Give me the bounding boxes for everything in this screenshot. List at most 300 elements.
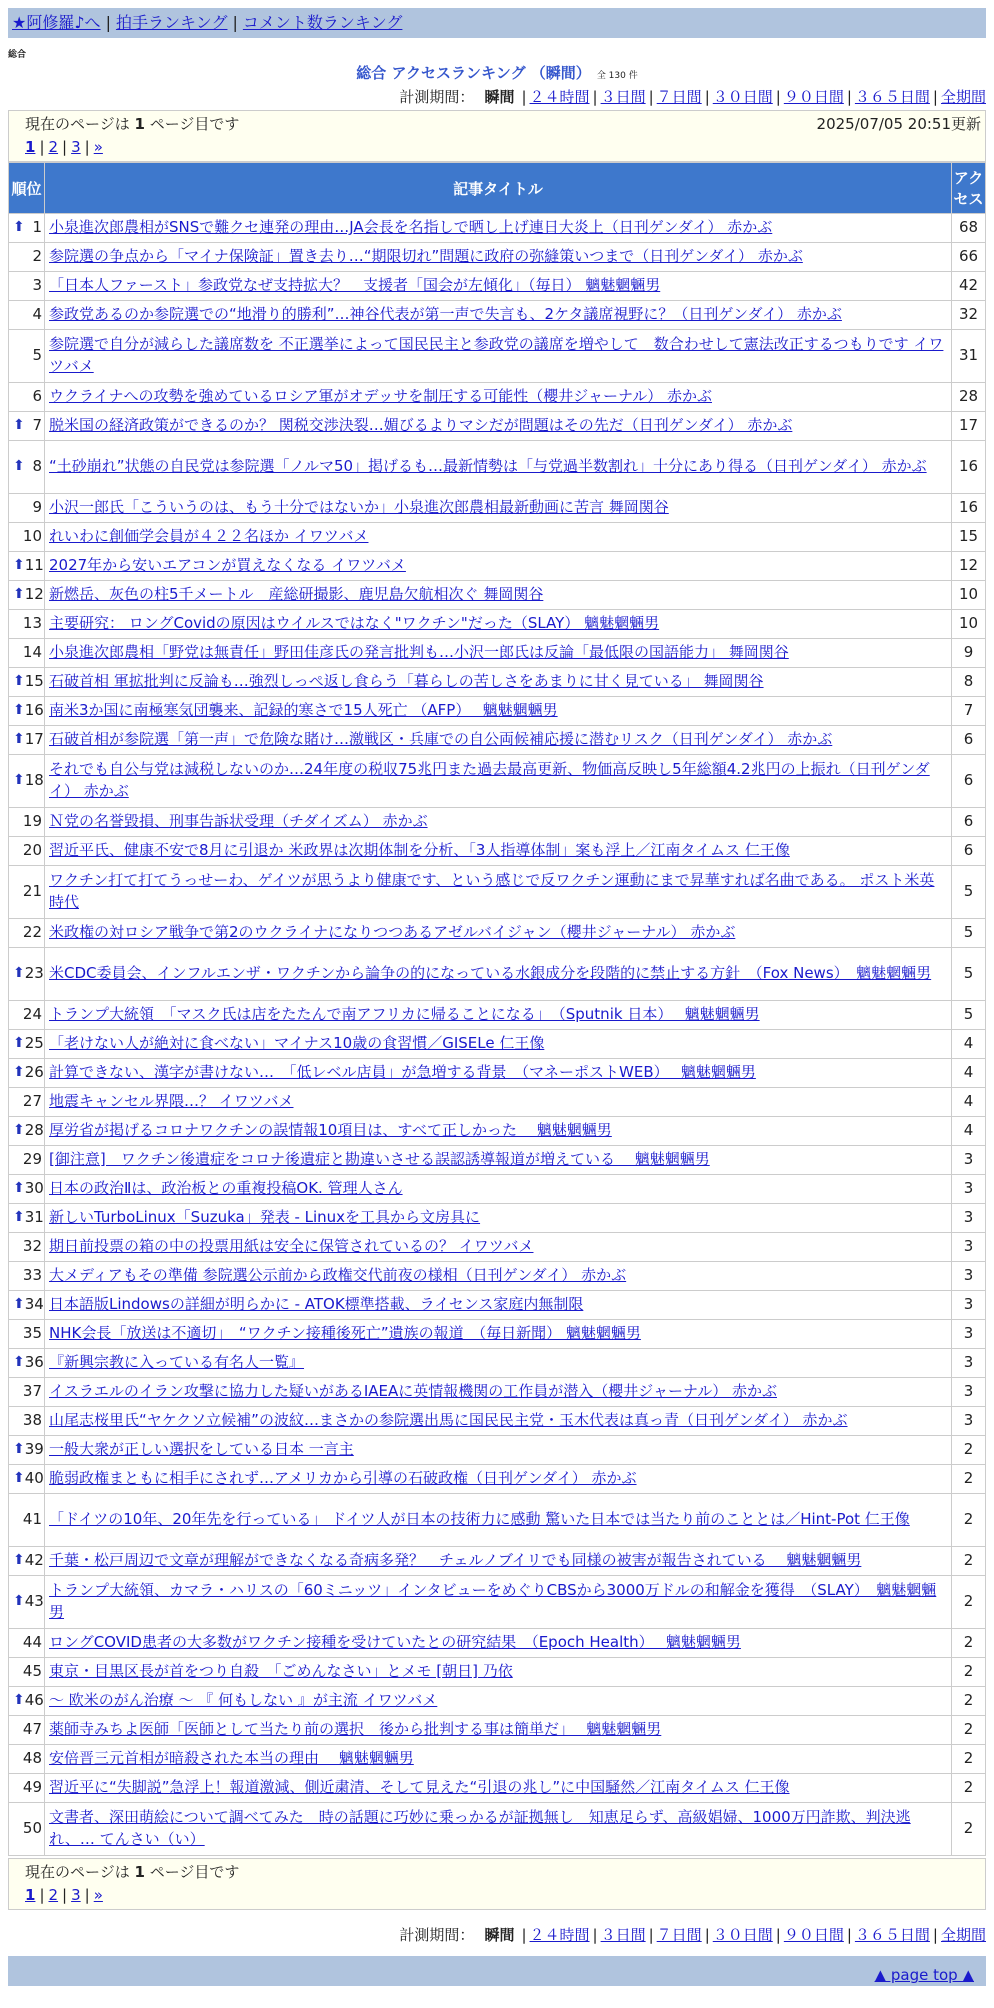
article-link[interactable]: 日本の政治Ⅱは、政治板との重複投稿OK. 管理人さん xyxy=(49,1179,403,1198)
article-link[interactable]: ウクライナへの攻勢を強めているロシア軍がオデッサを制圧する可能性（櫻井ジャーナル） 赤かぶ xyxy=(49,387,712,406)
rank-number: 32 xyxy=(22,1237,42,1256)
rank-cell xyxy=(9,441,45,494)
rank-number: 12 xyxy=(24,585,44,604)
up-arrow-icon: ⬆ xyxy=(13,702,25,719)
rank-cell xyxy=(9,1320,45,1349)
period-separator: | xyxy=(648,1926,654,1944)
table-row xyxy=(9,383,986,412)
article-link[interactable]: Ｎ党の名誉毀損、刑事告訴状受理（チダイズム） 赤かぶ xyxy=(49,812,428,831)
rank-cell xyxy=(9,412,45,441)
access-count: 2 xyxy=(952,1687,986,1716)
period-link[interactable]: ３６５日間 xyxy=(854,1926,930,1944)
table-row xyxy=(9,581,986,610)
access-count: 2 xyxy=(952,1547,986,1576)
access-count: 4 xyxy=(952,1088,986,1117)
table-row xyxy=(9,1001,986,1030)
title-cell xyxy=(45,1204,952,1233)
rank-number: 20 xyxy=(22,841,42,860)
total-count: 全 130 件 xyxy=(596,71,638,81)
access-count: 16 xyxy=(952,494,986,523)
article-link[interactable]: 地震キャンセル界隈…？ イワツバメ xyxy=(49,1092,294,1111)
title-cell xyxy=(45,1320,952,1349)
table-row xyxy=(9,1030,986,1059)
title-cell xyxy=(45,1745,952,1774)
page-link[interactable]: 1 xyxy=(25,138,36,156)
title-cell xyxy=(45,301,952,330)
access-count: 2 xyxy=(952,1745,986,1774)
article-link[interactable]: れいわに創価学会員が４２２名ほか イワツバメ xyxy=(49,527,369,546)
rank-cell xyxy=(9,1204,45,1233)
page-link[interactable]: 3 xyxy=(71,1886,81,1904)
table-row xyxy=(9,1465,986,1494)
article-link[interactable]: 2027年から安いエアコンが買えなくなる イワツバメ xyxy=(49,556,406,575)
period-link[interactable]: 全期間 xyxy=(940,1926,986,1944)
rank-number: 1 xyxy=(32,218,42,237)
article-link[interactable]: 〜 欧米のがん治療 〜 『 何もしない 』が主流 イワツバメ xyxy=(49,1691,438,1710)
access-count: 3 xyxy=(952,1146,986,1175)
rank-cell xyxy=(9,1407,45,1436)
access-count: 2 xyxy=(952,1436,986,1465)
page-text-after: ページ目です xyxy=(144,1863,240,1881)
rank-cell xyxy=(9,1262,45,1291)
article-link[interactable]: トランプ大統領、カマラ・ハリスの「60ミニッツ」インタビューをめぐりCBSから3000万ドルの和解金を獲得 （SLAY） 魑魅魍魎男 xyxy=(49,1581,937,1621)
rank-cell xyxy=(9,1291,45,1320)
access-count: 2 xyxy=(952,1658,986,1687)
rank-number: 19 xyxy=(22,812,42,831)
access-count: 31 xyxy=(952,330,986,383)
rank-number: 27 xyxy=(22,1092,42,1111)
table-row xyxy=(9,755,986,808)
current-page-text xyxy=(25,1861,969,1882)
access-count: 28 xyxy=(952,383,986,412)
article-link[interactable]: 参院選で自分が減らした議席数を 不正選挙によって国民民主と参政党の議席を増やして 数合わせして憲法改正するつもりです イワツバメ xyxy=(49,335,944,375)
bottom-bar xyxy=(8,1956,986,1986)
title-cell xyxy=(45,1576,952,1629)
rank-cell xyxy=(9,1349,45,1378)
rank-number: 48 xyxy=(22,1749,42,1768)
title-cell xyxy=(45,1494,952,1547)
table-row xyxy=(9,1349,986,1378)
up-arrow-icon: ⬆ xyxy=(13,1035,25,1052)
period-selector-top xyxy=(399,86,986,107)
rank-cell xyxy=(9,330,45,383)
access-count: 2 xyxy=(952,1465,986,1494)
rank-number: 47 xyxy=(22,1720,42,1739)
title-cell xyxy=(45,1088,952,1117)
article-link[interactable]: イスラエルのイラン攻撃に協力した疑いがあるIAEAに英情報機関の工作員が潜入（櫻井ジャーナル） 赤かぶ xyxy=(49,1382,777,1401)
table-row xyxy=(9,1146,986,1175)
title-cell xyxy=(45,1687,952,1716)
article-link[interactable]: 薬師寺みちよ医師「医師として当たり前の選択 後から批判する事は簡単だ」 魑魅魍魎男 xyxy=(49,1720,662,1739)
next-page-link[interactable]: » xyxy=(93,138,103,156)
title-cell xyxy=(45,1658,952,1687)
table-row xyxy=(9,837,986,866)
access-count: 3 xyxy=(952,1320,986,1349)
pagination-separator: | xyxy=(62,138,68,156)
table-row xyxy=(9,668,986,697)
table-row xyxy=(9,1117,986,1146)
access-count: 42 xyxy=(952,272,986,301)
article-link[interactable]: 千葉・松戸周辺で文章が理解ができなくなる奇病多発？ チェルノブイリでも同様の被害が報告されている 魑魅魍魎男 xyxy=(49,1551,862,1570)
article-link[interactable]: 習近平に“失脚説”急浮上！報道激減、側近粛清、そして見えた“引退の兆し”に中国騒然／江南タイムス 仁王像 xyxy=(49,1778,790,1797)
title-cell xyxy=(45,412,952,441)
period-link[interactable]: ３日間 xyxy=(600,1926,646,1944)
rank-number: 35 xyxy=(22,1324,42,1343)
article-link[interactable]: それでも自公与党は減税しないのか…24年度の税収75兆円また過去最高更新、物価高反映し5年総額4.2兆円の上振れ（日刊ゲンダイ） 赤かぶ xyxy=(49,760,930,800)
period-link[interactable]: ３日間 xyxy=(600,88,646,106)
ranking-title: 総合 アクセスランキング （瞬間） xyxy=(356,64,591,82)
rank-number: 18 xyxy=(24,771,44,790)
table-row xyxy=(9,1291,986,1320)
page-link[interactable]: 2 xyxy=(48,1886,59,1904)
rank-number: 9 xyxy=(32,498,42,517)
rank-cell xyxy=(9,1687,45,1716)
table-row xyxy=(9,726,986,755)
period-separator: | xyxy=(704,88,710,106)
title-cell xyxy=(45,1291,952,1320)
table-row xyxy=(9,214,986,243)
period-label: 計測期間： xyxy=(399,88,475,106)
rank-cell xyxy=(9,1576,45,1629)
rank-cell xyxy=(9,494,45,523)
rank-number: 21 xyxy=(22,882,42,901)
table-row xyxy=(9,272,986,301)
title-cell xyxy=(45,948,952,1001)
rank-number: 29 xyxy=(22,1150,42,1169)
period-link[interactable]: ３０日間 xyxy=(712,88,773,106)
up-arrow-icon: ⬆ xyxy=(13,458,25,475)
rank-cell xyxy=(9,668,45,697)
up-arrow-icon: ⬆ xyxy=(13,1296,25,1313)
table-row xyxy=(9,1774,986,1803)
access-count: 3 xyxy=(952,1233,986,1262)
top-nav-bar xyxy=(8,8,986,38)
title-cell xyxy=(45,1175,952,1204)
title-cell xyxy=(45,243,952,272)
rank-cell xyxy=(9,1146,45,1175)
article-link[interactable]: 『新興宗教に入っている有名人一覧』 xyxy=(49,1353,305,1372)
title-cell xyxy=(45,808,952,837)
table-row xyxy=(9,1320,986,1349)
rank-number: 39 xyxy=(24,1440,44,1459)
article-link[interactable]: 主要研究： ロングCovidの原因はウイルスではなく"ワクチン"だった（SLAY） 魑魅魍魎男 xyxy=(49,614,660,633)
period-link[interactable]: ２４時間 xyxy=(529,88,590,106)
col-rank-header: 順位 xyxy=(9,163,45,214)
nav-comment-ranking-link[interactable]: コメント数ランキング xyxy=(242,13,403,32)
rank-number: 37 xyxy=(22,1382,42,1401)
rank-number: 40 xyxy=(24,1469,44,1488)
access-count: 2 xyxy=(952,1774,986,1803)
table-row xyxy=(9,412,986,441)
access-count: 12 xyxy=(952,552,986,581)
title-cell xyxy=(45,1436,952,1465)
period-link[interactable]: ７日間 xyxy=(656,88,702,106)
article-link[interactable]: [御注意] ワクチン後遺症をコロナ後遺症と勘違いさせる誤認誘導報道が増えている 魑魅魍魎男 xyxy=(49,1150,710,1169)
article-link[interactable]: 東京・目黒区長が首をつり自殺 「ごめんなさい」とメモ [朝日] 乃依 xyxy=(49,1662,513,1681)
rank-cell xyxy=(9,1774,45,1803)
rank-cell xyxy=(9,552,45,581)
rank-cell xyxy=(9,639,45,668)
article-link[interactable]: NHK会長「放送は不適切」 “ワクチン接種後死亡”遺族の報道 （毎日新聞） 魑魅魍魎男 xyxy=(49,1324,641,1343)
rank-number: 30 xyxy=(24,1179,44,1198)
current-page-number: 1 xyxy=(134,1863,145,1881)
article-link[interactable]: ワクチン打て打てうっせーわ、ゲイツが思うより健康です、という感じで反ワクチン運動にまで昇華すれば名曲である。 ポスト米英時代 xyxy=(49,871,935,911)
article-link[interactable]: 安倍晋三元首相が暗殺された本当の理由 魑魅魍魎男 xyxy=(49,1749,414,1768)
table-row xyxy=(9,1262,986,1291)
rank-number: 14 xyxy=(22,643,42,662)
rank-number: 10 xyxy=(22,527,42,546)
rank-cell xyxy=(9,697,45,726)
period-current: 瞬間 xyxy=(484,88,515,106)
col-access-header: アクセス xyxy=(952,163,986,214)
article-link[interactable]: 厚労省が掲げるコロナワクチンの誤情報10項目は、すべて正しかった 魑魅魍魎男 xyxy=(49,1121,612,1140)
page-link[interactable]: 1 xyxy=(25,1886,36,1904)
article-link[interactable]: 習近平氏、健康不安で8月に引退か 米政界は次期体制を分析、「3人指導体制」案も浮上／江南タイムス 仁王像 xyxy=(49,841,790,860)
period-link[interactable]: ３０日間 xyxy=(712,1926,773,1944)
title-cell xyxy=(45,1407,952,1436)
rank-cell xyxy=(9,1001,45,1030)
article-link[interactable]: 脱米国の経済政策ができるのか？ 関税交渉決裂…媚びるよりマシだが問題はその先だ（日刊ゲンダイ） 赤かぶ xyxy=(49,416,793,435)
rank-number: 45 xyxy=(22,1662,42,1681)
access-count: 6 xyxy=(952,755,986,808)
up-arrow-icon: ⬆ xyxy=(13,731,25,748)
rank-cell xyxy=(9,1745,45,1774)
nav-clap-ranking-link[interactable]: 拍手ランキング xyxy=(115,13,228,32)
title-cell xyxy=(45,552,952,581)
access-count: 5 xyxy=(952,1001,986,1030)
access-count: 6 xyxy=(952,837,986,866)
table-row xyxy=(9,1088,986,1117)
access-count: 17 xyxy=(952,412,986,441)
page-title xyxy=(0,62,994,83)
access-count: 3 xyxy=(952,1349,986,1378)
access-count: 6 xyxy=(952,726,986,755)
rank-cell xyxy=(9,726,45,755)
pagination-separator: | xyxy=(84,138,90,156)
nav-home-link[interactable]: ★阿修羅♪へ xyxy=(12,13,101,32)
table-row xyxy=(9,610,986,639)
period-separator: | xyxy=(648,88,654,106)
last-updated: 2025/07/05 20:51更新 xyxy=(816,115,981,133)
article-link[interactable]: 参院選の争点から「マイナ保険証」置き去り…“期限切れ”問題に政府の弥縫策いつまで（日刊ゲンダイ） 赤かぶ xyxy=(49,247,803,266)
rank-number: 42 xyxy=(24,1551,44,1570)
next-page-link[interactable]: » xyxy=(93,1886,103,1904)
title-cell xyxy=(45,1001,952,1030)
title-cell xyxy=(45,1146,952,1175)
page-info-bottom xyxy=(8,1858,986,1910)
rank-number: 36 xyxy=(24,1353,44,1372)
table-row xyxy=(9,1175,986,1204)
period-separator: | xyxy=(846,88,852,106)
up-arrow-icon: ⬆ xyxy=(13,965,25,982)
rank-number: 23 xyxy=(24,964,44,983)
title-cell xyxy=(45,1803,952,1856)
rank-cell xyxy=(9,1030,45,1059)
rank-number: 31 xyxy=(24,1208,44,1227)
article-link[interactable]: 文書者、深田萌絵について調べてみた 時の話題に巧妙に乗っかるが証拠無し 知恵足らず、高級娼婦、1000万円詐欺、判決逃れ、… てんさい（い） xyxy=(49,1808,911,1848)
access-count: 7 xyxy=(952,697,986,726)
rank-cell xyxy=(9,272,45,301)
rank-cell xyxy=(9,1465,45,1494)
access-count: 5 xyxy=(952,919,986,948)
period-selector-bottom xyxy=(399,1924,986,1945)
article-link[interactable]: トランプ大統領 「マスク氏は店をたたんで南アフリカに帰ることになる」 （Sputnik 日本） 魑魅魍魎男 xyxy=(49,1005,760,1024)
period-link[interactable]: ３６５日間 xyxy=(854,88,930,106)
up-arrow-icon: ⬆ xyxy=(13,1441,25,1458)
article-link[interactable]: “土砂崩れ”状態の自民党は参院選「ノルマ50」掲げるも…最新情勢は「与党過半数割れ」十分にあり得る（日刊ゲンダイ） 赤かぶ xyxy=(49,457,927,476)
rank-number: 26 xyxy=(24,1063,44,1082)
article-link[interactable]: 「老けない人が絶対に食べない」マイナス10歳の食習慣／GISELe 仁王像 xyxy=(49,1034,545,1053)
period-separator: | xyxy=(932,1926,938,1944)
access-count: 4 xyxy=(952,1030,986,1059)
rank-cell xyxy=(9,919,45,948)
rank-number: 24 xyxy=(22,1005,42,1024)
access-count: 4 xyxy=(952,1059,986,1088)
rank-cell xyxy=(9,948,45,1001)
table-row xyxy=(9,494,986,523)
article-link[interactable]: 小沢一郎氏「こういうのは、もう十分ではないか」小泉進次郎農相最新動画に苦言 舞岡関谷 xyxy=(49,498,669,517)
page-info-top xyxy=(8,110,986,162)
access-count: 15 xyxy=(952,523,986,552)
article-link[interactable]: 米政権の対ロシア戦争で第2のウクライナになりつつあるアゼルバイジャン（櫻井ジャーナル） 赤かぶ xyxy=(49,923,736,942)
rank-number: 13 xyxy=(22,614,42,633)
current-page-number: 1 xyxy=(134,115,145,133)
period-link[interactable]: ７日間 xyxy=(656,1926,702,1944)
page-link[interactable]: 3 xyxy=(71,138,81,156)
article-link[interactable]: 日本語版Lindowsの詳細が明らかに - ATOK標準搭載、ライセンス家庭内無制限 xyxy=(49,1295,584,1314)
period-link[interactable]: ９０日間 xyxy=(783,1926,844,1944)
article-link[interactable]: 小泉進次郎農相「野党は無責任」野田佳彦氏の発言批判も…小沢一郎氏は反論「最低限の国語能力」 舞岡関谷 xyxy=(49,643,789,662)
article-link[interactable]: 米CDC委員会、インフルエンザ・ワクチンから論争の的になっている水銀成分を段階的に禁止する方針 （Fox News） 魑魅魍魎男 xyxy=(49,964,932,983)
rank-cell xyxy=(9,1059,45,1088)
rank-cell xyxy=(9,581,45,610)
period-link[interactable]: 全期間 xyxy=(940,88,986,106)
rank-number: 8 xyxy=(32,457,42,476)
table-row xyxy=(9,639,986,668)
article-link[interactable]: 「ドイツの10年、20年先を行っている」 ドイツ人が日本の技術力に感動 驚いた日本では当たり前のこととは／Hint-Pot 仁王像 xyxy=(49,1510,910,1529)
table-row xyxy=(9,1716,986,1745)
pagination xyxy=(25,1886,969,1904)
title-cell xyxy=(45,1030,952,1059)
table-row xyxy=(9,552,986,581)
up-arrow-icon: ⬆ xyxy=(13,417,25,434)
category-label: 総合 xyxy=(8,50,27,60)
access-count: 10 xyxy=(952,581,986,610)
table-row xyxy=(9,1378,986,1407)
article-link[interactable]: 「日本人ファースト」参政党なぜ支持拡大？ 支援者「国会が左傾化」（毎日） 魑魅魍魎男 xyxy=(49,276,661,295)
period-link[interactable]: ９０日間 xyxy=(783,88,844,106)
rank-cell xyxy=(9,301,45,330)
rank-cell xyxy=(9,808,45,837)
rank-number: 4 xyxy=(32,305,42,324)
up-arrow-icon: ⬆ xyxy=(13,1180,25,1197)
rank-cell xyxy=(9,1378,45,1407)
title-cell xyxy=(45,639,952,668)
period-current: 瞬間 xyxy=(484,1926,515,1944)
article-link[interactable]: 参政党あるのか参院選での“地滑り的勝利”…神谷代表が第一声で失言も、2ケタ議席視野に？（日刊ゲンダイ） 赤かぶ xyxy=(49,305,842,324)
title-cell xyxy=(45,581,952,610)
access-count: 2 xyxy=(952,1629,986,1658)
rank-cell xyxy=(9,1436,45,1465)
rank-cell xyxy=(9,1803,45,1856)
article-link[interactable]: 南米3か国に南極寒気団襲来、記録的寒さで15人死亡 （AFP） 魑魅魍魎男 xyxy=(49,701,558,720)
period-link[interactable]: ２４時間 xyxy=(529,1926,590,1944)
title-cell xyxy=(45,1465,952,1494)
title-cell xyxy=(45,919,952,948)
article-link[interactable]: 山尾志桜里氏“ヤケクソ立候補”の波紋…まさかの参院選出馬に国民民主党・玉木代表は真っ青（日刊ゲンダイ） 赤かぶ xyxy=(49,1411,848,1430)
table-row xyxy=(9,1745,986,1774)
up-arrow-icon: ⬆ xyxy=(13,219,25,236)
page-text-before: 現在のページは xyxy=(25,1863,135,1881)
article-link[interactable]: ロングCOVID患者の大多数がワクチン接種を受けていたとの研究結果 （Epoch Health） 魑魅魍魎男 xyxy=(49,1633,741,1652)
title-cell xyxy=(45,1716,952,1745)
period-separator: | xyxy=(775,1926,781,1944)
up-arrow-icon: ⬆ xyxy=(13,557,25,574)
access-count: 6 xyxy=(952,808,986,837)
access-count: 32 xyxy=(952,301,986,330)
table-row xyxy=(9,697,986,726)
pagination-separator: | xyxy=(62,1886,68,1904)
article-link[interactable]: 一般大衆が正しい選択をしている日本 一言主 xyxy=(49,1440,354,1459)
up-arrow-icon: ⬆ xyxy=(13,772,25,789)
rank-number: 25 xyxy=(24,1034,44,1053)
access-count: 5 xyxy=(952,866,986,919)
rank-number: 17 xyxy=(24,730,44,749)
table-row xyxy=(9,1407,986,1436)
article-link[interactable]: 脆弱政権まともに相手にされず…アメリカから引導の石破政権（日刊ゲンダイ） 赤かぶ xyxy=(49,1469,637,1488)
article-link[interactable]: 計算できない、漢字が書けない… 「低レベル店員」が急増する背景 （マネーポストWEB） 魑魅魍魎男 xyxy=(49,1063,756,1082)
table-row xyxy=(9,1658,986,1687)
article-link[interactable]: 大メディアもその準備 参院選公示前から政権交代前夜の様相（日刊ゲンダイ） 赤かぶ xyxy=(49,1266,627,1285)
rank-cell xyxy=(9,610,45,639)
rank-cell xyxy=(9,1233,45,1262)
article-link[interactable]: 新しいTurboLinux「Suzuka」発表 - Linuxを工具から文房具に xyxy=(49,1208,481,1227)
rank-number: 2 xyxy=(32,247,42,266)
table-row xyxy=(9,523,986,552)
access-count: 2 xyxy=(952,1803,986,1856)
article-link[interactable]: 石破首相が参院選「第一声」で危険な賭け…激戦区・兵庫での自公両候補応援に潜むリスク（日刊ゲンダイ） 赤かぶ xyxy=(49,730,833,749)
rank-number: 43 xyxy=(24,1592,44,1611)
table-row xyxy=(9,808,986,837)
rank-cell xyxy=(9,243,45,272)
pagination-separator: | xyxy=(39,138,45,156)
table-row xyxy=(9,1576,986,1629)
article-link[interactable]: 石破首相 軍拡批判に反論も…強烈しっぺ返し食らう「暮らしの苦しさをあまりに甘く見ている」 舞岡関谷 xyxy=(49,672,764,691)
page-link[interactable]: 2 xyxy=(48,138,59,156)
rank-number: 6 xyxy=(32,387,42,406)
rank-number: 44 xyxy=(22,1633,42,1652)
rank-cell xyxy=(9,523,45,552)
page-text-before: 現在のページは xyxy=(25,115,135,133)
title-cell xyxy=(45,1774,952,1803)
article-link[interactable]: 小泉進次郎農相がSNSで難クセ連発の理由…JA会長を名指しで晒し上げ連日大炎上（日刊ゲンダイ） 赤かぶ xyxy=(49,218,773,237)
up-arrow-icon: ⬆ xyxy=(13,1470,25,1487)
period-separator: | xyxy=(704,1926,710,1944)
access-count: 3 xyxy=(952,1175,986,1204)
article-link[interactable]: 期日前投票の箱の中の投票用紙は安全に保管されているの？ イワツバメ xyxy=(49,1237,534,1256)
table-row xyxy=(9,1233,986,1262)
rank-number: 38 xyxy=(22,1411,42,1430)
title-cell xyxy=(45,697,952,726)
period-separator: | xyxy=(521,1926,527,1944)
title-cell xyxy=(45,610,952,639)
article-link[interactable]: 新燃岳、灰色の柱5千メートル 産総研撮影、鹿児島欠航相次ぐ 舞岡関谷 xyxy=(49,585,544,604)
access-count: 68 xyxy=(952,214,986,243)
period-separator: | xyxy=(521,88,527,106)
rank-cell xyxy=(9,1088,45,1117)
page-top-link[interactable]: ▲ page top ▲ xyxy=(874,1966,974,1984)
access-count: 9 xyxy=(952,639,986,668)
